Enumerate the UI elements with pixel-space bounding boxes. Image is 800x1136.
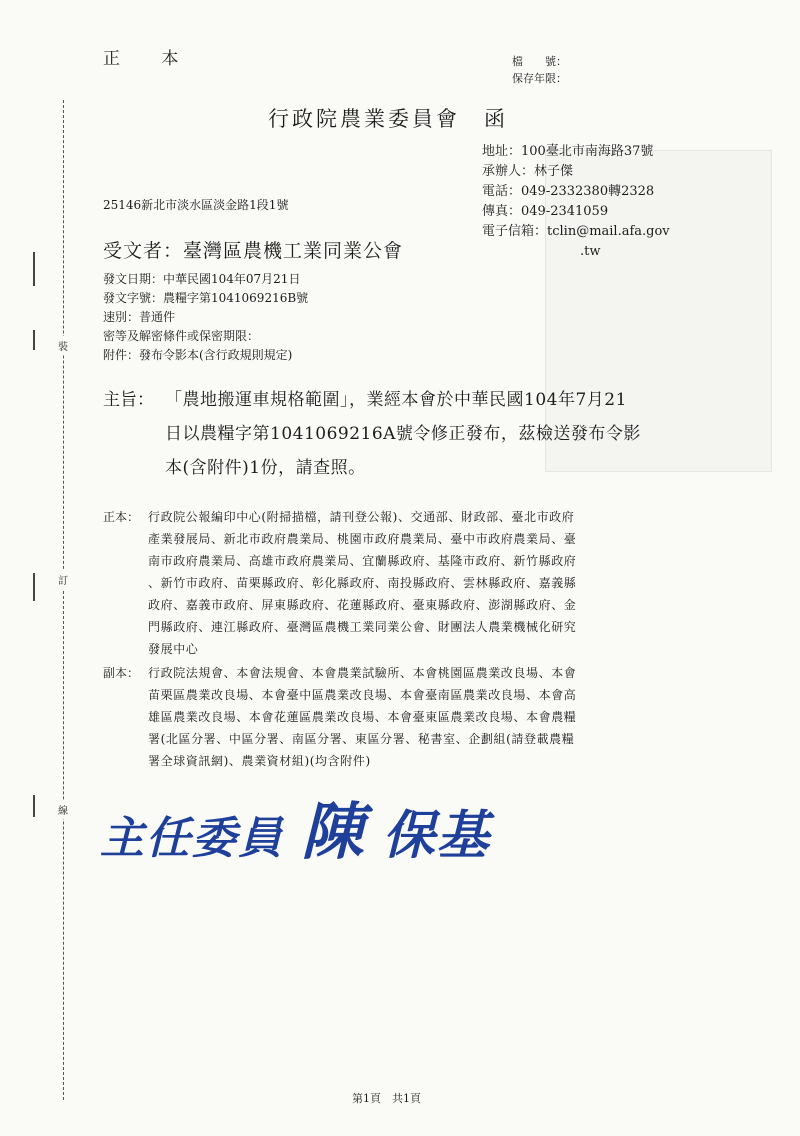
signature-given-name: 保基 — [382, 805, 491, 866]
recipient-address: 25146新北市淡水區淡金路1段1號 — [103, 198, 289, 212]
copy-mark: 正 本 — [103, 49, 197, 69]
subject-line-1: 「農地搬運車規格範圍」，業經本會於中華民國104年7月21 — [165, 390, 627, 410]
attachment: 附件：發布令影本(含行政規則規定) — [103, 348, 293, 362]
signature-title: 主任委員 — [100, 813, 284, 864]
binding-char-zhuang: 裝 — [58, 336, 68, 355]
copy-recipients-line: 行政院法規會、本會法規會、本會農業試驗所、本會桃園區農業改良場、本會 — [148, 666, 577, 680]
contact-phone: 電話：049-2332380轉2328 — [482, 184, 655, 199]
document-number: 發文字號：農糧字第1041069216B號 — [103, 291, 309, 305]
original-recipients-line: 政府、嘉義市政府、屏東縣政府、花蓮縣政府、臺東縣政府、澎湖縣政府、金 — [148, 598, 577, 612]
original-recipients-label: 正本： — [103, 510, 140, 524]
contact-email-cont: .tw — [580, 244, 601, 259]
copy-recipients-label: 副本： — [103, 666, 140, 680]
delivery-speed: 速別：普通件 — [103, 310, 176, 324]
contact-handler: 承辦人：林子傑 — [482, 164, 574, 179]
original-recipients-line: 門縣政府、連江縣政府、臺灣區農機工業同業公會、財團法人農業機械化研究 — [148, 620, 577, 634]
binding-char-xian: 線 — [58, 800, 68, 819]
retention-label: 保存年限： — [512, 72, 567, 85]
margin-mark — [33, 573, 35, 601]
original-recipients-line: 、新竹市政府、苗栗縣政府、彰化縣政府、南投縣政府、雲林縣政府、嘉義縣 — [148, 576, 577, 590]
document-title: 行政院農業委員會 函 — [268, 107, 508, 131]
signature-surname: 陳 — [301, 795, 366, 868]
recipient: 受文者：臺灣區農機工業同業公會 — [103, 240, 404, 262]
margin-mark — [33, 795, 35, 817]
subject-label: 主旨： — [103, 390, 154, 410]
binding-line — [63, 100, 64, 1100]
subject-line-3: 本(含附件)1份，請查照。 — [165, 458, 366, 478]
copy-recipients-line: 雄區農業改良場、本會花蓮區農業改良場、本會臺東區農業改良場、本會農糧 — [148, 710, 577, 724]
margin-mark — [33, 252, 35, 286]
original-recipients-line: 南市政府農業局、高雄市政府農業局、宜蘭縣政府、基隆市政府、新竹縣政府 — [148, 554, 577, 568]
secrecy-level: 密等及解密條件或保密期限： — [103, 329, 260, 343]
contact-block — [482, 142, 670, 262]
meta-block — [103, 270, 308, 365]
copy-recipients-line: 苗栗區農業改良場、本會臺中區農業改良場、本會臺南區農業改良場、本會高 — [148, 688, 577, 702]
subject-line-2: 日以農糧字第1041069216A號令修正發布，茲檢送發布令影 — [165, 424, 641, 444]
contact-address: 地址：100臺北市南海路37號 — [482, 144, 654, 159]
original-recipients-line: 行政院公報編印中心(附掃描檔，請刊登公報)、交通部、財政部、臺北市政府 — [148, 510, 575, 524]
chairman-signature — [100, 782, 491, 871]
original-recipients-line: 發展中心 — [148, 642, 199, 656]
file-no-label: 檔 號： — [512, 55, 567, 68]
original-recipients-line: 產業發展局、新北市政府農業局、桃園市政府農業局、臺中市政府農業局、臺 — [148, 532, 577, 546]
contact-email: 電子信箱：tclin@mail.afa.gov — [482, 224, 670, 239]
margin-mark — [33, 330, 35, 350]
copy-recipients-line: 署全球資訊網)、農業資材組)(均含附件) — [148, 754, 371, 768]
page-number: 第1頁 共1頁 — [352, 1092, 421, 1105]
binding-char-ding: 訂 — [58, 570, 68, 589]
contact-fax: 傳真：049-2341059 — [482, 204, 609, 219]
issue-date: 發文日期：中華民國104年07月21日 — [103, 272, 301, 286]
copy-recipients-line: 署(北區分署、中區分署、南區分署、東區分署、秘書室、企劃組(請登載農糧 — [148, 732, 575, 746]
file-info — [512, 53, 567, 87]
